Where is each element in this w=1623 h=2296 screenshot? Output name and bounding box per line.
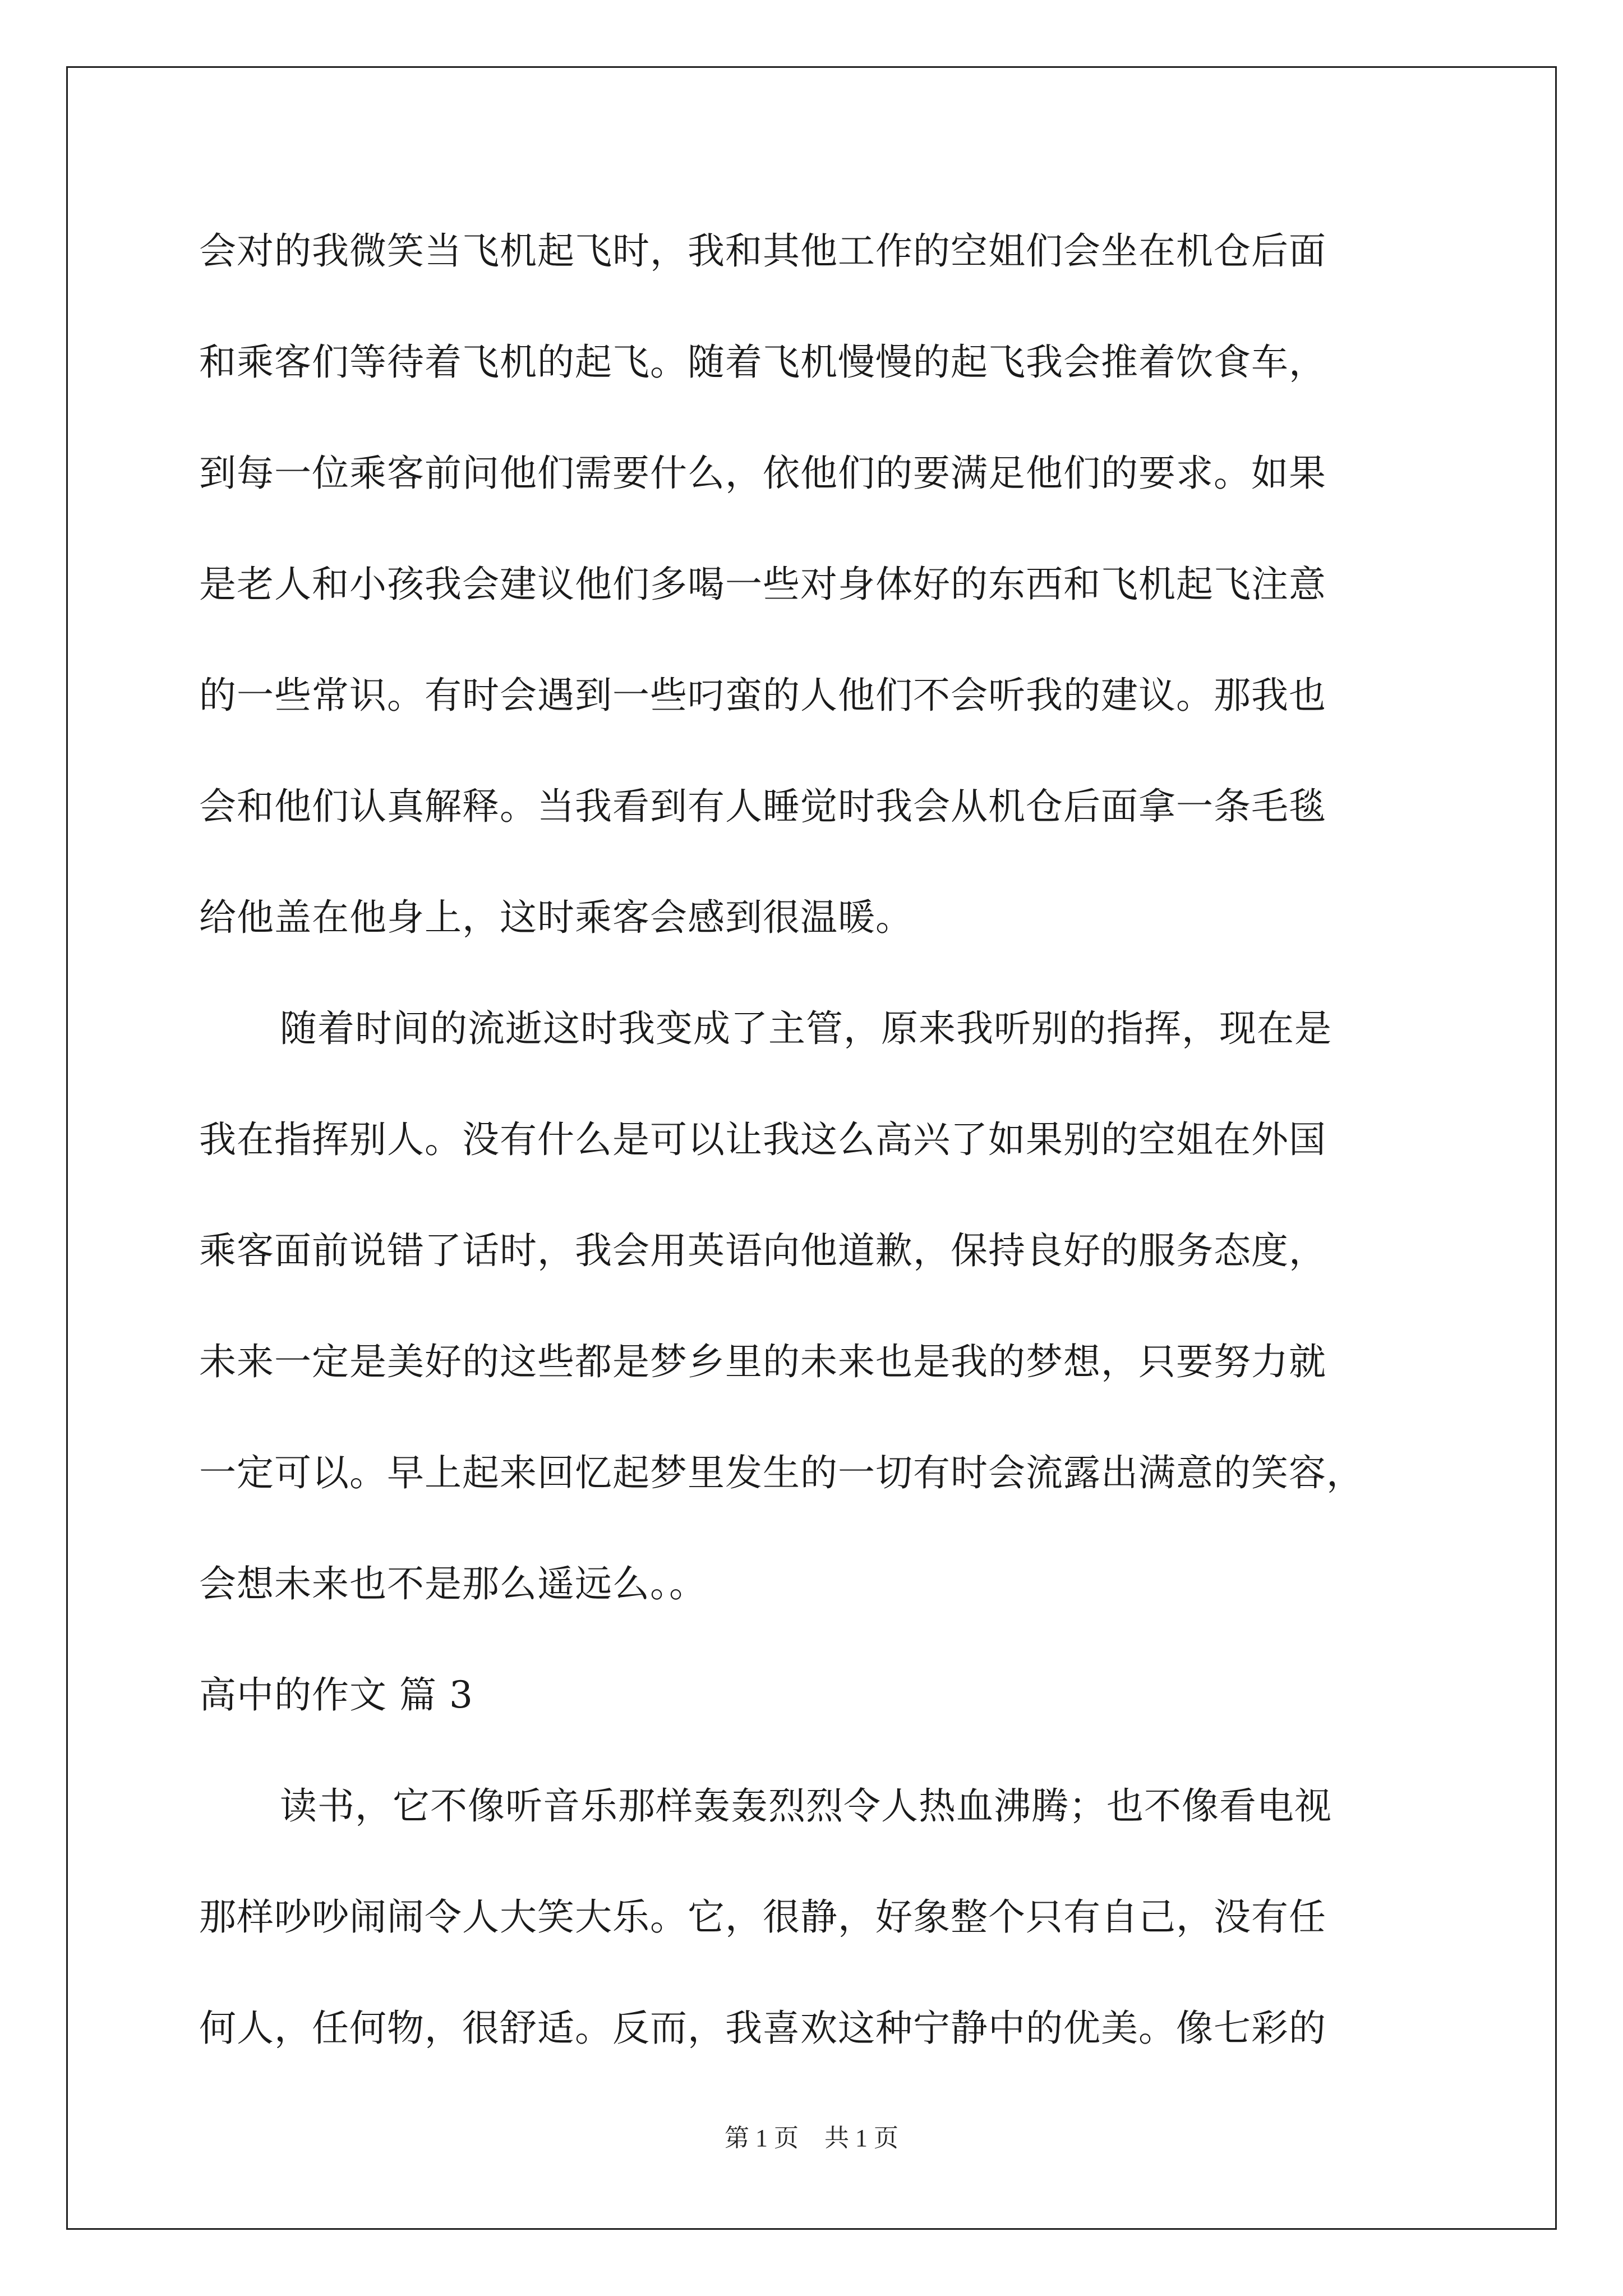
body-line: 会想未来也不是那么遥远么。。 bbox=[199, 1562, 707, 1605]
body-line: 乘客面前说错了话时，我会用英语向他道歉，保持良好的服务态度， bbox=[199, 1229, 1326, 1272]
section-heading: 高中的作文 篇 3 bbox=[199, 1673, 473, 1717]
body-line: 我在指挥别人。没有什么是可以让我这么高兴了如果别的空姐在外国 bbox=[199, 1118, 1326, 1161]
paragraph-start-line: 读书，它不像听音乐那样轰轰烈烈令人热血沸腾；也不像看电视 bbox=[280, 1784, 1332, 1828]
body-line: 会和他们认真解释。当我看到有人睡觉时我会从机仓后面拿一条毛毯 bbox=[199, 785, 1326, 828]
body-line: 给他盖在他身上，这时乘客会感到很温暖。 bbox=[199, 896, 913, 939]
body-line: 到每一位乘客前问他们需要什么，依他们的要满足他们的要求。如果 bbox=[199, 452, 1326, 495]
body-line: 是老人和小孩我会建议他们多喝一些对身体好的东西和飞机起飞注意 bbox=[199, 563, 1326, 606]
page-footer bbox=[0, 2124, 1623, 2152]
paragraph-start-line: 随着时间的流逝这时我变成了主管，原来我听别的指挥，现在是 bbox=[280, 1007, 1332, 1050]
body-line: 的一些常识。有时会遇到一些叼蛮的人他们不会听我的建议。那我也 bbox=[199, 674, 1326, 717]
document-body bbox=[199, 219, 1433, 2107]
body-line: 何人，任何物，很舒适。反而，我喜欢这种宁静中的优美。像七彩的 bbox=[199, 2007, 1326, 2050]
body-line: 那样吵吵闹闹令人大笑大乐。它，很静，好象整个只有自己，没有任 bbox=[199, 1895, 1326, 1939]
page-total: 共 1 页 bbox=[824, 2124, 898, 2152]
body-line: 一定可以。早上起来回忆起梦里发生的一切有时会流露出满意的笑容， bbox=[199, 1451, 1364, 1494]
body-line: 会对的我微笑当飞机起飞时，我和其他工作的空姐们会坐在机仓后面 bbox=[199, 229, 1326, 273]
body-line: 未来一定是美好的这些都是梦乡里的未来也是我的梦想，只要努力就 bbox=[199, 1340, 1326, 1383]
page-number: 第 1 页 bbox=[725, 2124, 799, 2152]
body-line: 和乘客们等待着飞机的起飞。随着飞机慢慢的起飞我会推着饮食车， bbox=[199, 341, 1326, 384]
